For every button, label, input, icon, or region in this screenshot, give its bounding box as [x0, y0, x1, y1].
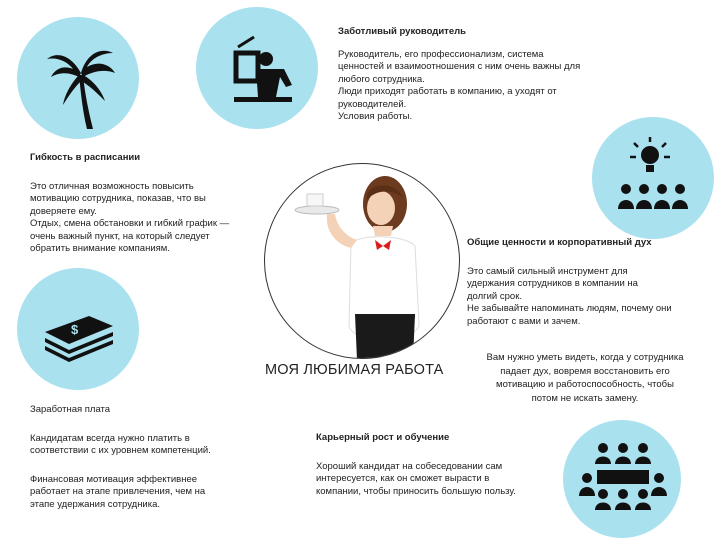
meeting-table-icon — [563, 420, 681, 538]
text-line: соответствии с их уровнем компетенций. — [30, 445, 211, 456]
main-title: МОЯ ЛЮБИМАЯ РАБОТА — [265, 362, 444, 378]
text-line: работают с вами и зачем. — [467, 315, 581, 327]
salary-text-2 — [30, 474, 260, 512]
text-line: Это отличная возможность повысить — [30, 180, 194, 192]
leader-text — [338, 49, 638, 124]
meeting-circle — [563, 420, 681, 538]
ideas-circle — [592, 117, 714, 239]
text-line: любого сотрудника. — [338, 73, 425, 85]
text-line: падает дух, вовремя восстановить его — [500, 365, 670, 377]
salary-block — [30, 404, 260, 511]
salary-title: Заработная плата — [30, 404, 111, 415]
text-line: Не забывайте напоминать людям, почему они — [467, 303, 672, 314]
text-line: Хороший кандидат на собеседовании сам — [316, 460, 503, 472]
text-line: работает на этапе привлечения, чем на — [30, 486, 206, 497]
text-line: мотивацию сотрудника, показав, что вы — [30, 193, 206, 204]
money-stack-icon — [17, 268, 139, 390]
palm-circle — [17, 17, 139, 139]
text-line: Отдых, смена обстановки и гибкий график — — [30, 218, 230, 229]
text-line: ценностей и взаимоотношения с ним очень важны для — [338, 61, 581, 72]
leader-title: Заботливый руководитель — [338, 26, 466, 37]
values-block — [467, 237, 712, 328]
text-line: очень важный пункт, на который следует — [30, 230, 210, 242]
money-circle — [17, 268, 139, 390]
svg-text:$: $ — [71, 322, 79, 337]
text-line: обратить внимание компаниям. — [30, 243, 170, 254]
text-line: потом не искать замену. — [531, 392, 639, 404]
values-title: Общие ценности и корпоративный дух — [467, 237, 652, 248]
idea-group-icon — [592, 117, 714, 239]
text-line: Финансовая мотивация эффективнее — [30, 473, 198, 485]
text-line: удержания сотрудников в компании на — [467, 278, 638, 289]
leader-block — [338, 26, 638, 124]
waitress-illustration — [265, 164, 460, 359]
flex-title: Гибкость в расписании — [30, 152, 141, 163]
text-line: Люди приходят работать в компанию, а уходят от — [338, 86, 557, 97]
career-title: Карьерный рост и обучение — [316, 432, 450, 443]
text-line: Условия работы. — [338, 111, 413, 122]
text-line: Это самый сильный инструмент для — [467, 265, 628, 277]
flex-block — [30, 152, 270, 256]
text-line: Вам нужно уметь видеть, когда у сотрудника — [486, 352, 684, 363]
leader-at-desk-icon — [196, 7, 318, 129]
text-line: интересуется, как он сможет вырасти в — [316, 473, 490, 484]
text-line: компании, чтобы приносить большую пользу. — [316, 485, 516, 497]
waitress-photo — [264, 163, 460, 359]
leader-circle — [196, 7, 318, 129]
flex-text — [30, 181, 270, 256]
career-text — [316, 461, 566, 499]
values-text — [467, 266, 712, 329]
text-line: долгий срок. — [467, 290, 522, 302]
text-line: Руководитель, его профессионализм, система — [338, 48, 544, 60]
salary-text — [30, 433, 260, 458]
values-text-2 — [462, 351, 708, 405]
palm-tree-icon — [17, 17, 139, 139]
text-line: руководителей. — [338, 98, 407, 110]
text-line: Кандидатам всегда нужно платить в — [30, 432, 190, 444]
career-block — [316, 432, 566, 498]
text-line: этапе удержания сотрудника. — [30, 498, 161, 510]
text-line: мотивацию и работоспособность, чтобы — [496, 379, 674, 390]
text-line: доверяете ему. — [30, 205, 97, 217]
